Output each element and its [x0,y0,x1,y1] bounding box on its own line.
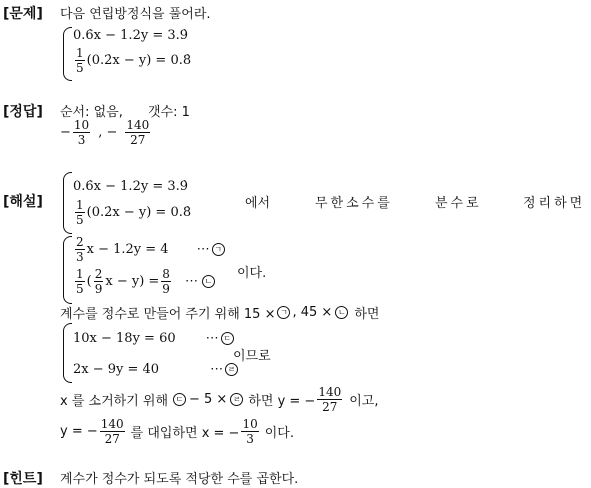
solution-s2-eq1: $\frac{2}{3}$ x − 1.2y = 4 ⋯ ㄱ [73,236,225,263]
problem-eq1: 0.6̇x − 1.2y = 3.9̇ [73,28,189,43]
answer-count: 갯수: 1 [148,105,190,120]
solution-word-musu: 무한소수를 [315,196,393,211]
solution-word-bunsu: 분수로 [435,196,482,211]
answer-values: − $\frac{10}{3}$ , − $\frac{140}{27}$ [60,118,150,147]
problem-brace [63,27,72,81]
solution-s3-suffix: 이므로 [233,349,271,364]
solution-word-jeongri: 정리하면 [523,196,586,211]
solution-s1-eq1: 0.6̇x − 1.2y = 3.9̇ [73,179,189,194]
solution-s3-eq2: 2x − 9y = 40 ⋯ ㄹ [73,362,238,377]
solution-s2-suffix: 이다. [237,266,267,281]
solution-substitute-line: y = − $\frac{140}{27}$ 를 대입하면 x = − $\frac{10}{3}$ 이다. [60,417,294,446]
answer-order: 순서: 없음, [60,105,123,120]
hint-tag: [힌트] [3,471,43,487]
solution-multiply-line: 계수를 정수로 만들어 주기 위해 15 × ㄱ , 45 × ㄴ 하면 [60,305,380,322]
solution-s1-eq2: $\frac{1}{5}$ (0.2̇x − y) = 0.8̇ [76,198,192,227]
solution-brace-3 [63,323,72,383]
solution-s2-eq2: $\frac{1}{5}$ ( $\frac{2}{9}$ x − y) = $\frac{8}{9}$ ⋯ ㄴ [73,268,215,295]
solution-elimination-line: x 를 소거하기 위해 ㄷ − 5 × ㄹ 하면 y = − $\frac{140}{27}$ 이고, [60,385,379,414]
problem-instruction: 다음 연립방정식을 풀어라. [60,7,211,22]
solution-brace-1 [63,172,72,234]
solution-tag: [해설] [3,194,43,210]
answer-tag: [정답] [3,104,43,120]
problem-eq2: $\frac{1}{5}$ (0.2̇x − y) = 0.8̇ [76,46,192,75]
solution-brace-2 [63,236,72,304]
hint-text: 계수가 정수가 되도록 적당한 수를 곱한다. [60,472,299,487]
solution-word-ese: 에서 [245,196,271,211]
problem-tag: [문제] [3,6,43,22]
solution-s3-eq1: 10x − 18y = 60 ⋯ ㄷ [73,331,234,346]
